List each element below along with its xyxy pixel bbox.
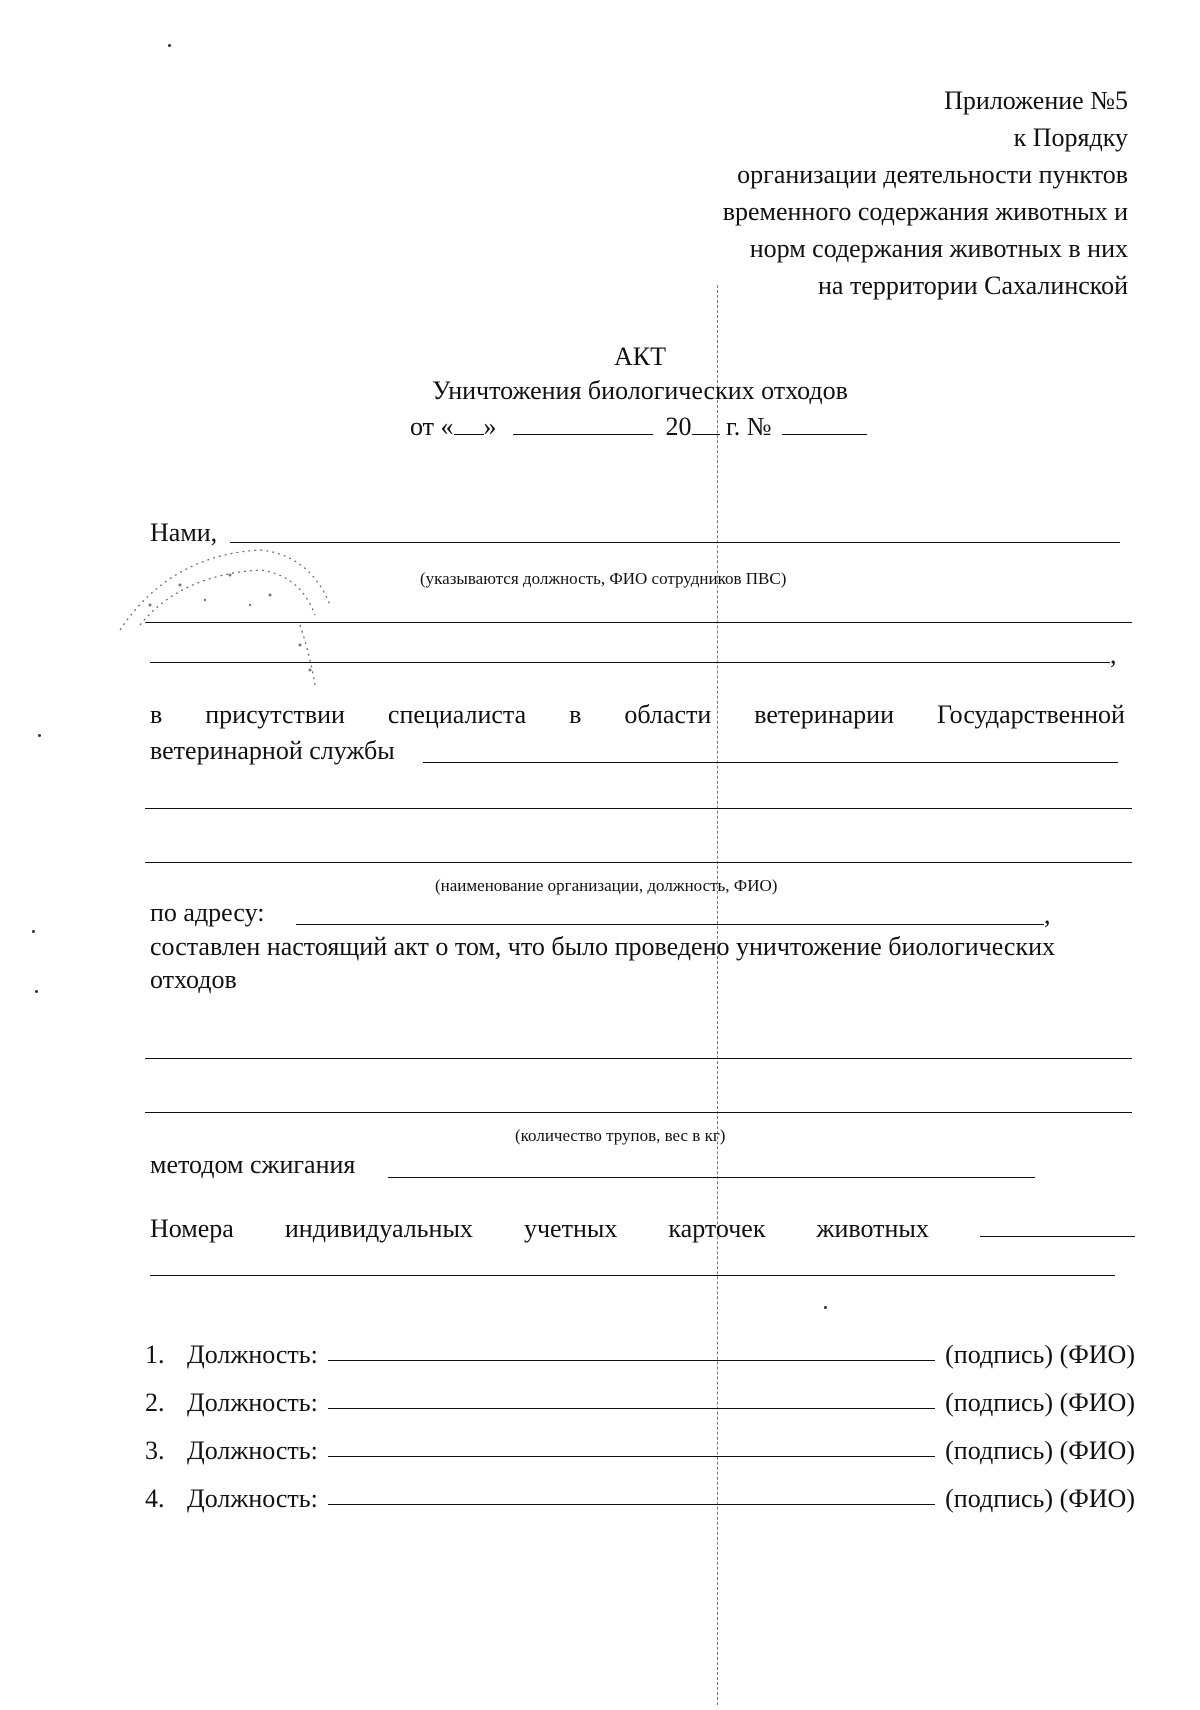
day-blank[interactable] — [454, 410, 484, 435]
waste-line-1[interactable] — [145, 1058, 1132, 1059]
cards-word: Номера — [150, 1214, 234, 1243]
signature-number: 4. — [145, 1484, 165, 1513]
presence-line — [150, 700, 1125, 730]
scan-speck — [168, 44, 171, 47]
staff-comma: , — [1110, 640, 1117, 669]
appendix-line: норм содержания животных в них — [749, 234, 1128, 263]
vet-line-2[interactable] — [145, 808, 1132, 809]
signature-label: Должность: — [187, 1388, 318, 1417]
presence-word: ветеринарии — [754, 700, 894, 729]
appendix-line: Приложение №5 — [944, 86, 1128, 115]
cards-word: животных — [816, 1214, 929, 1243]
vet-service-line[interactable] — [423, 762, 1118, 763]
act-number-blank[interactable] — [782, 410, 867, 435]
appendix-line: организации деятельности пунктов — [737, 160, 1128, 189]
presence-word: присутствии — [205, 700, 345, 729]
presence-word: в — [569, 700, 582, 729]
cards-blank[interactable] — [980, 1212, 1135, 1237]
signature-row — [145, 1388, 1135, 1418]
signature-tail: (подпись) (ФИО) — [945, 1340, 1135, 1369]
statement-line-2: отходов — [150, 965, 237, 994]
by-us-label: Нами, — [150, 518, 218, 547]
appendix-line: на территории Сахалинской — [818, 271, 1128, 300]
signature-number: 3. — [145, 1436, 165, 1465]
appendix-line: к Порядку — [1013, 123, 1128, 152]
presence-word: области — [624, 700, 712, 729]
signature-line[interactable] — [328, 1456, 935, 1457]
statement-line-1: составлен настоящий акт о том, что было проведено уничтожение биологических — [150, 932, 1055, 961]
month-blank[interactable] — [513, 410, 653, 435]
year-suffix: г. № — [726, 412, 772, 441]
cards-word: карточек — [668, 1214, 766, 1243]
presence-word: в — [150, 700, 163, 729]
year-prefix: 20 — [665, 412, 692, 441]
signature-label: Должность: — [187, 1436, 318, 1465]
scan-speck — [35, 990, 38, 993]
signature-row — [145, 1340, 1135, 1370]
signature-row — [145, 1484, 1135, 1514]
quantity-hint: (количество трупов, вес в кг) — [515, 1126, 726, 1145]
act-title: АКТ — [614, 342, 666, 371]
signature-label: Должность: — [187, 1484, 318, 1513]
vet-service-label: ветеринарной службы — [150, 736, 395, 765]
cards-word: учетных — [523, 1214, 618, 1243]
signature-tail: (подпись) (ФИО) — [945, 1388, 1135, 1417]
cards-line — [150, 1212, 1135, 1244]
address-label: по адресу: — [150, 898, 265, 927]
staff-line-3[interactable] — [150, 662, 1110, 663]
by-us-line[interactable] — [230, 542, 1120, 543]
presence-word: Государственной — [936, 700, 1125, 729]
scan-speck — [824, 1306, 827, 1309]
stamp-impression — [110, 545, 340, 695]
method-label: методом сжигания — [150, 1150, 356, 1179]
signature-line[interactable] — [328, 1504, 935, 1505]
act-subtitle: Уничтожения биологических отходов — [432, 376, 848, 405]
signature-tail: (подпись) (ФИО) — [945, 1436, 1135, 1465]
signature-line[interactable] — [328, 1360, 935, 1361]
waste-line-2[interactable] — [145, 1112, 1132, 1113]
address-comma: , — [1044, 900, 1051, 929]
year-blank[interactable] — [692, 410, 720, 435]
signature-line[interactable] — [328, 1408, 935, 1409]
presence-word: специалиста — [387, 700, 527, 729]
signature-tail: (подпись) (ФИО) — [945, 1484, 1135, 1513]
signature-number: 1. — [145, 1340, 165, 1369]
signature-label: Должность: — [187, 1340, 318, 1369]
vet-line-3[interactable] — [145, 862, 1132, 863]
date-prefix: от « — [410, 412, 454, 441]
scan-speck — [38, 734, 41, 737]
staff-line-2[interactable] — [145, 622, 1132, 623]
org-hint: (наименование организации, должность, ФИО) — [435, 876, 778, 895]
by-us-hint: (указываются должность, ФИО сотрудников ПВС) — [420, 569, 787, 588]
cards-word: индивидуальных — [284, 1214, 473, 1243]
method-line[interactable] — [388, 1177, 1035, 1178]
act-date-line — [410, 410, 867, 442]
signature-number: 2. — [145, 1388, 165, 1417]
act-title-block — [380, 340, 900, 408]
address-line[interactable] — [296, 924, 1044, 925]
appendix-line: временного содержания животных и — [722, 197, 1128, 226]
date-close: » — [483, 412, 497, 441]
cards-line-2[interactable] — [150, 1275, 1115, 1276]
scan-speck — [32, 930, 35, 933]
appendix-header — [723, 82, 1128, 304]
signature-row — [145, 1436, 1135, 1466]
